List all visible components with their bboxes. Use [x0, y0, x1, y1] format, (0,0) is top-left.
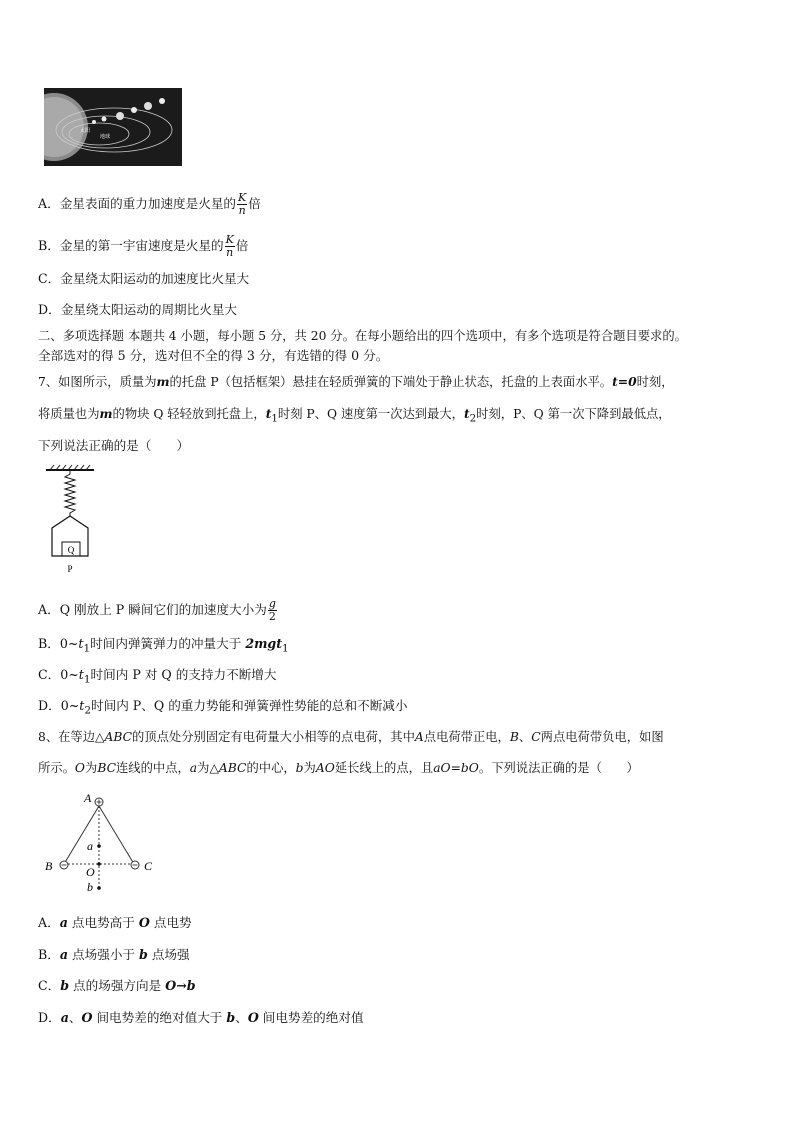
q8-option-c[interactable]: C．b 点的场强方向是 O→b — [38, 978, 196, 993]
q8-stem-line-2: 所示。O为BC连线的中点，a为△ABC的中心，b为AO延长线上的点，且aO=bO。下列说法正确的是（ ） — [38, 761, 639, 775]
option-suffix: 倍 — [235, 238, 249, 253]
point-b-label: b — [87, 880, 93, 894]
vertex-b-label: B — [45, 859, 53, 873]
option-text: B．金星的第一宇宙速度是火星的 — [38, 238, 224, 253]
q6-option-a[interactable] — [38, 192, 261, 217]
tray-p-label: P — [67, 564, 73, 574]
q7-option-a[interactable]: A．Q 刚放上 P 瞬间它们的加速度大小为 $\frac{g}{2}$ — [38, 597, 276, 623]
option-text: A．金星表面的重力加速度是火星的 — [38, 196, 237, 211]
triangle-charges-figure — [40, 788, 170, 900]
q7-option-d[interactable]: D．$0\sim t_2$时间内 P、Q 的重力势能和弹簧弹性势能的总和不断减小 — [38, 698, 408, 717]
fraction: $\frac{K}{n}$ — [225, 233, 234, 259]
q6-option-b[interactable] — [38, 234, 248, 259]
vertex-c-label: C — [144, 859, 153, 873]
spring-tray-figure — [40, 464, 100, 582]
block-q-label: Q — [67, 545, 75, 555]
q8-option-d[interactable]: D．a、O 间电势差的绝对值大于 b、O 间电势差的绝对值 — [38, 1010, 364, 1025]
section-line-1: 二、多项选择题 本题共 4 小题，每小题 5 分，共 20 分。在每小题给出的四个选项中，有多个选项是符合题目要求的。 — [38, 329, 687, 343]
point-a-label: a — [87, 839, 93, 853]
earth-label: 地球 — [100, 134, 111, 140]
q6-option-c[interactable]: C．金星绕太阳运动的加速度比火星大 — [38, 271, 250, 286]
q7-stem-line-2: 将质量也为m的物块 Q 轻轻放到托盘上，$t_1$时刻 P、Q 速度第一次达到最大，$t_2$时刻，P、Q 第一次下降到最低点， — [38, 406, 671, 425]
q8-option-b[interactable]: B．a 点场强小于 b 点场强 — [38, 947, 190, 962]
q8-stem-line-1: 8、在等边△ABC的顶点处分别固定有电荷量大小相等的点电荷，其中A点电荷带正电，B、C两点电荷带负电，如图 — [38, 730, 664, 744]
option-suffix: 倍 — [248, 196, 261, 211]
q8-option-a[interactable]: A．a 点电势高于 O 点电势 — [38, 915, 192, 930]
section-instructions — [38, 326, 760, 366]
q7-option-c[interactable]: C．$0\sim t_1$时间内 P 对 Q 的支持力不断增大 — [38, 667, 277, 686]
section-line-2: 全部选对的得 5 分，选对但不全的得 3 分，有选错的得 0 分。 — [38, 348, 389, 363]
solar-system-image — [44, 88, 182, 166]
q7-stem-line-3: 下列说法正确的是（ ） — [38, 438, 190, 453]
q7-option-b[interactable]: B．$0\sim t_1$时间内弹簧弹力的冲量大于 2mgt$_1$ — [38, 636, 289, 655]
fraction: $\frac{g}{2}$ — [268, 597, 276, 623]
sun-label: 太阳 — [80, 128, 91, 134]
vertex-a-label: A — [84, 791, 92, 805]
fraction: $\frac{K}{n}$ — [238, 191, 247, 217]
q7-stem-line-1: 7、如图所示，质量为m的托盘 P（包括框架）悬挂在轻质弹簧的下端处于静止状态，托盘的上表面水平。t=0时刻， — [38, 374, 674, 389]
q6-option-d[interactable]: D．金星绕太阳运动的周期比火星大 — [38, 302, 238, 317]
point-o-label: O — [86, 865, 95, 879]
